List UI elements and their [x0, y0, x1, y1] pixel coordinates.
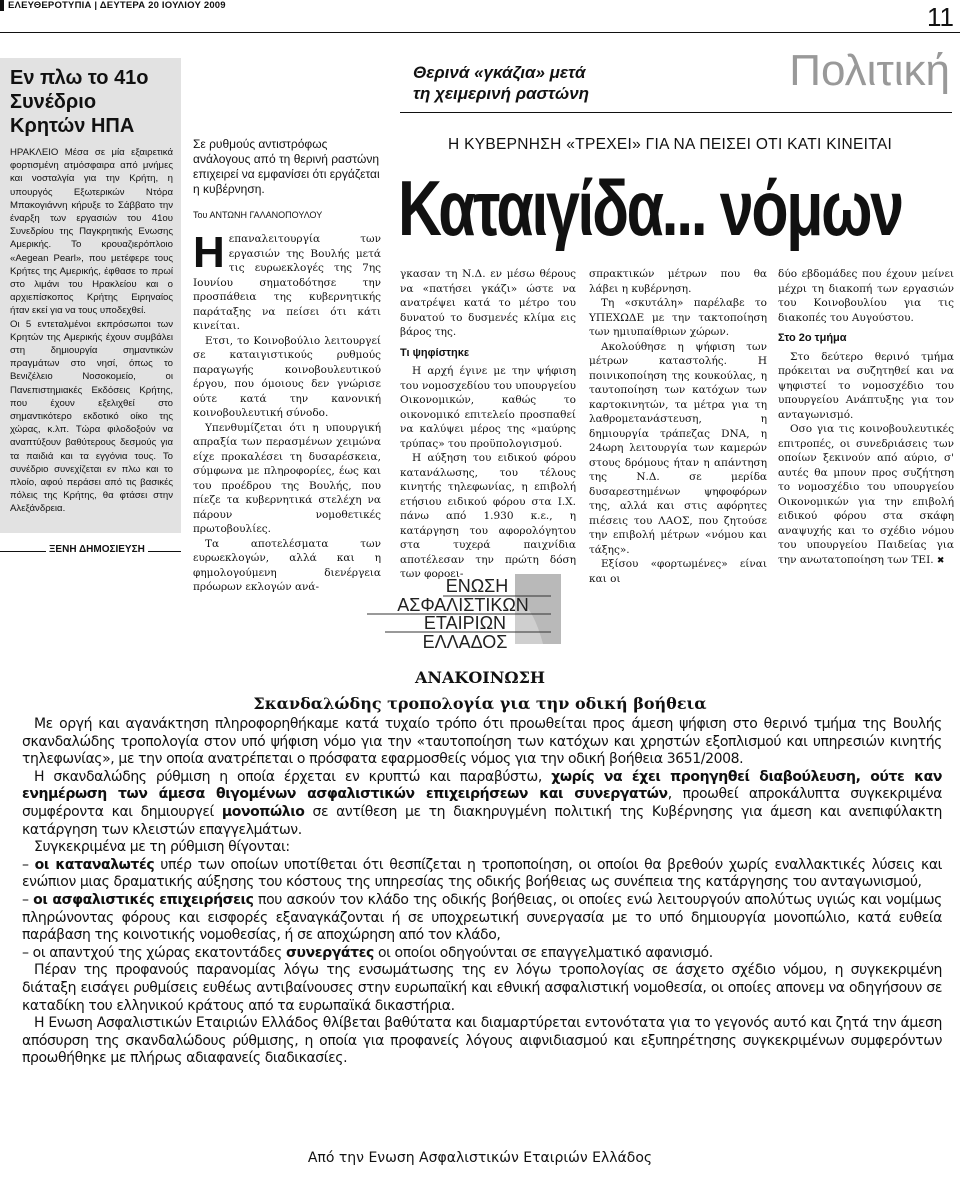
logo-line-1: ΕΝΩΣΗ	[445, 576, 509, 596]
ad-paragraph-5	[22, 892, 942, 945]
header-rule	[0, 32, 960, 33]
col4-paragraph-3	[778, 422, 954, 568]
drop-cap: Η	[193, 228, 225, 277]
article-column-3	[589, 267, 767, 586]
ad-p4-dash: –	[22, 856, 35, 873]
ad-paragraph-8: Η Ενωση Ασφαλιστικών Εταιριών Ελλάδος θλίβεται βαθύτατα και διαμαρτύρεται εντονότατα για το γεγονός αυτό και ζητά την άμεση απόσυρση της σκανδαλώδους ρύθμισης, η οποία για προφανείς λόγους αιφνιδιασμού και εξυπηρέτησης συγκεκριμένων συμφερόντων προωθήθηκε με πλήρως αδιαφανείς διαδικασίες.	[22, 1015, 942, 1067]
logo-line-4: ΕΛΛΑΔΟΣ	[422, 632, 508, 652]
col2-paragraph-1: γκασαν τη Ν.Δ. εν μέσω θέρους να «πατήσει γκάζι» ώστε να ανατρέψει κατά το μέτρο του δυνατού το δυσμενές κλίμα εις βάρος της.	[400, 268, 576, 338]
ad-title: ΑΝΑΚΟΙΝΩΣΗ	[414, 668, 546, 687]
article-column-2	[400, 267, 576, 582]
ad-paragraph-1: Με οργή και αγανάκτηση πληροφορηθήκαμε κατά τυχαίο τρόπο ότι προωθείται προς άμεση ψήφιση στο θερινό τμήμα της Βουλής σκανδαλώδης τροπολογία στον υπό ψήφιση νόμο για την «ταυτοποίηση των κατόχων και χρηστών εξοπλισμού και υπηρεσιών κινητής τηλεφωνίας», με την οποία ανατρέπεται ο πρόσφατα εφαρμοσθείς νόμος για την οδική βοήθεια 3651/2008.	[22, 716, 942, 768]
logo-line-3: ΕΤΑΙΡΙΩΝ	[423, 613, 507, 633]
col2-paragraph-3: Η αύξηση του ειδικού φόρου κατανάλωσης, του τέλους κινητής τηλεφωνίας, η επιβολή ετήσιου ειδικού φόρου στα Ι.Χ. πάνω από 1.930 κ.ε., η κατάργηση του αφορολόγητου στα τυχερά παιχνίδια αποτέλεσαν την πρώτη δόση των φοροει-	[400, 452, 576, 580]
col4-p3-text: Οσο για τις κοινοβουλευτικές επιτροπές, οι συνεδριάσεις των οποίων ξεκινούν από αύριο, σ' αυτές θα μπουν προς συζήτηση το νομοσχέδιο του υπουργείου Οικονομικών για την επιβολή ειδικού φόρου στα σκάφη αναψυχής και το σχέδιο νόμου του υπουργείου Παιδείας για την ανωτατοποίηση των ΤΕΙ.	[778, 423, 954, 566]
col2-paragraph-2: Η αρχή έγινε με την ψήφιση του νομοσχεδίου του υπουργείου Οικονομικών, καθώς το οικονομικό επιτελείο προσπαθεί να καλύψει μέρος της «μαύρης τρύπας» του προϋπολογισμού.	[400, 365, 576, 450]
ad-paragraph-3: Συγκεκριμένα με τη ρύθμιση θίγονται:	[34, 839, 290, 856]
section-rule	[400, 112, 952, 113]
ad-p6-a: – οι απαντχού της χώρας εκατοντάδες	[22, 944, 287, 961]
ad-p2-bold-1: χωρίς να έχει προηγηθεί διαβούλευση, ούτε καν ενημέρωση των άμεσα θιγομένων ασφαλιστικών επιχειρήσεων και συνεργατών	[22, 768, 942, 803]
ad-body	[22, 716, 942, 1068]
col1-paragraph-1	[193, 228, 381, 334]
col3-paragraph-2: Τη «σκυτάλη» παρέλαβε το ΥΠΕΧΩΔΕ με την τακτοποίηση των ημιυπαίθριων χώρων.	[589, 297, 767, 338]
paper-name: ΕΛΕΥΘΕΡΟΤΥΠΙΑ	[8, 0, 92, 11]
sidebar-paragraph-2: Οι 5 εντεταλμένοι εκπρόσωποι των Κρητών της Αμερικής έχουν συμβάλει στη δημιουργία σημαντικών πραγμάτων στο νησί, όπως το Βενιζέλειο Νοσοκομείο, οι Πανεπιστημιακές Εκδόσεις Κρήτης, που έχουν εξελιχθεί στο σημαντικότερο εκδοτικό οίκο της χώρας, κ.λπ. Τώρα φιλοδοξούν να αναπτύξουν βαθύτερους δεσμούς για τα παιδιά και τα εγγόνια τους. Το συνέδριο συνεχίζεται εν πλω και το πλοίο, αφού περάσει από τις βασικές πόλεις της Κρήτης, θα φτάσει στην Αλεξάνδρεια.	[10, 318, 173, 515]
ad-p4-text: υπέρ των οποίων υποτίθεται ότι θεσπίζεται η τροποποίηση, οι οποίοι θα βρεθούν χωρίς εναλλακτικές λύσεις και ενώπιον μιας δραματικής αύξησης του κόστους της υπηρεσίας της οδικής βοήθειας ως συνέπεια της κατάργησης του ανταγωνισμού,	[22, 856, 942, 891]
ad-subtitle: Σκανδαλώδης τροπολογία για την οδική βοήθεια	[253, 694, 707, 713]
col3-paragraph-1: σπρακτικών μέτρων που θα λάβει η κυβέρνηση.	[589, 268, 767, 295]
col3-paragraph-4: Εξίσου «φορτωμένες» είναι και οι	[589, 558, 767, 585]
ad-p2-e: σε αντίθεση με τη διακηρυγμένη πολιτική της Κυβέρνησης για άμεση και ανεπιφύλακτη κατάργηση των κλειστών επαγγελμάτων.	[22, 803, 942, 838]
article-overhead: Η ΚΥΒΕΡΝΗΣΗ «ΤΡΕΧΕΙ» ΓΙΑ ΝΑ ΠΕΙΣΕΙ ΟΤΙ ΚΑΤΙ ΚΙΝΕΙΤΑΙ	[448, 136, 893, 153]
article-column-4	[778, 267, 954, 568]
ad-p2-c: , προωθεί απροκάλυπτα συγκεκριμένα συμφέροντα και δημιουργεί	[22, 786, 942, 820]
ad-p5-dash: –	[22, 891, 34, 908]
col4-subhead: Στο 2ο τμήμα	[778, 332, 847, 344]
sidebar-title: Εν πλω το 41ο Συνέδριο Κρητών ΗΠΑ	[10, 67, 149, 137]
ad-p2-bold-2: μονοπώλιο	[221, 803, 305, 820]
issue-date: ΔΕΥΤΕΡΑ 20 ΙΟΥΛΙΟΥ 2009	[99, 0, 226, 11]
sidebar-paragraph-1: ΗΡΑΚΛΕΙΟ Μέσα σε μία εξαιρετικά φορτισμένη ατμόσφαιρα από μνήμες και νοσταλγία για την Κρήτη, η υπουργός Εξωτερικών Ντόρα Μπακογιάννη κήρυξε το Σάββατο την έναρξη των εργασιών του 41ου Συνεδρίου της Παγκρητικής Ενωσης Αμερικής. Το κρουαζιερόπλοιο «Aegean Pearl», που μετέφερε τους Κρήτες της Αμερικής, έφθασε το πρωί στο λιμάνι του Ηρακλείου και ο αρχιεπίσκοπος Κρήτης Ειρηναίος ήταν εκεί για να τους υποδεχθεί.	[10, 147, 173, 317]
article-kicker	[413, 62, 603, 104]
sidebar-label: ΞΕΝΗ ΔΗΜΟΣΙΕΥΣΗ	[46, 544, 148, 555]
advertisement	[0, 560, 960, 1189]
ad-paragraph-2	[22, 769, 942, 839]
ad-signature: Από την Ενωση Ασφαλιστικών Εταιριών Ελλάδος	[307, 1150, 653, 1166]
col3-paragraph-3: Ακολούθησε η ψήφιση των μέτρων καταστολής. Η ποινικοποίηση της κουκούλας, η ταυτοποίηση των κατόχων των καρτοκινητών, τα μέτρα για τη λαθρομετανάστευση, η δημιουργία τράπεζας DNA, η 24ωρη λειτουργία των καμερών στους δρόμους ήταν η απάντηση της Ν.Δ. σε μερίδα δυσαρεστημένων ψηφοφόρων της, αλλά και στις αφόρητες πιέσεις του ΛΑΟΣ, που ζητούσε την επιβολή μέτρων «νόμου και τάξης».	[589, 340, 767, 556]
masthead-separator: |	[94, 0, 100, 11]
col4-paragraph-2: Στο δεύτερο θερινό τμήμα πρόκειται να συζητηθεί και να ψηφιστεί το νομοσχέδιο του υπουργείου Ανάπτυξης για τον ανταγωνισμό.	[778, 350, 954, 421]
masthead-text	[8, 0, 226, 11]
ad-p2-a: Η σκανδαλώδης ρύθμιση η οποία έρχεται εν κρυπτώ και παραβύστω,	[34, 768, 552, 785]
kicker-text: Θερινά «γκάζια» μετά τη χειμερινή ραστώνη	[413, 63, 590, 103]
article-headline: Καταιγίδα... νόμων	[398, 164, 902, 252]
article-lead: Σε ρυθμούς αντιστρόφως ανάλογους από τη θερινή ραστώνη επιχειρεί να εμφανίσει ότι εργάζεται η κυβέρνηση.	[193, 137, 380, 196]
ad-p5-text: που ασκούν τον κλάδο της οδικής βοήθειας, οι οποίες ενώ λειτουργούν απολύτως υγιώς και νομίμως πληρώνοντας φόρους και εισφορές εξαναγκάζονται ή σε υποχρεωτική συνεργασία με το υπό δημιουργία μονοπώλιο, κατά ευθεία παράβαση της κοινοτικής νομοθεσίας, ή σε αποχώρηση από τον κλάδο,	[22, 891, 942, 944]
ad-paragraph-6	[22, 945, 942, 963]
section-title: Πολιτική	[789, 46, 950, 95]
ad-p5-bold: οι ασφαλιστικές επιχειρήσεις	[33, 891, 254, 908]
col4-paragraph-1: δύο εβδομάδες που έχουν μείνει μέχρι τη διακοπή των εργασιών του Κοινοβουλίου για τις διακοπές του Αυγούστου.	[778, 268, 954, 324]
col1-p1-text: επαναλειτουργία των εργασιών της Βουλής μετά τις ευρωεκλογές της 7ης Ιουνίου σηματοδότησε την προσπάθεια της κυβερνητικής παράταξης να πείσει ότι κάτι κινείται.	[193, 233, 381, 332]
page-number: 11	[927, 2, 954, 32]
article-byline: Του ΑΝΤΩΝΗ ΓΑΛΑΝΟΠΟΥΛΟΥ	[193, 210, 323, 220]
ad-paragraph-4	[22, 857, 942, 892]
ad-p6-c: οι οποίοι οδηγούνται σε επαγγελματικό αφανισμό.	[373, 944, 713, 961]
col1-paragraph-3: Υπενθυμίζεται ότι η υπουργική απραξία των περασμένων χειμώνα είχε προκαλέσει τη δυσαρέσκεια, σύμφωνα με πληροφορίες, έως και του προέδρου της Βουλής, που πίεζε τα κυβερνητικά στελέχη να πάρουν νομοθετικές πρωτοβουλίες.	[193, 421, 381, 535]
col2-subhead: Τι ψηφίστηκε	[400, 346, 470, 359]
ad-p4-bold: οι καταναλωτές	[34, 856, 155, 873]
association-logo	[365, 566, 565, 654]
col1-paragraph-2: Ετσι, το Κοινοβούλιο λειτουργεί σε καταιγιστικούς ρυθμούς παραγωγής κοινοβουλευτικού έργου, που όμοιους δεν γνώρισε ούτε κατά την κανονική κοινοβουλευτική σύνοδο.	[193, 334, 381, 419]
ad-paragraph-7: Πέραν της προφανούς παρανομίας λόγω της ενσωμάτωσης της εν λόγω τροπολογίας σε άσχετο σχέδιο νόμου, η συγκεκριμένη διάταξη εισάγει ρυθμίσεις ευθέως αντιβαίνουσες στην ευρωπαϊκή και εθνική ασφαλιστική νομοθεσία, οι οποίες απονεμ να οδηγήσουν σε καταδίκη του ελληνικού κράτους από τα ευρωπαϊκά δικαστήρια.	[22, 962, 942, 1014]
col1-paragraph-4: Τα αποτελέσματα των ευρωεκλογών, αλλά και η φημολογούμενη διενέργεια πρόωρων εκλογών ανά-	[193, 537, 381, 593]
article-column-1	[193, 228, 381, 595]
masthead-bar	[0, 0, 4, 11]
logo-line-2: ΑΣΦΑΛΙΣΤΙΚΩΝ	[397, 595, 529, 615]
sidebar-box	[0, 58, 181, 533]
end-mark-icon: ✖	[936, 555, 945, 566]
ad-p6-bold: συνεργάτες	[286, 944, 374, 961]
masthead	[0, 0, 960, 14]
